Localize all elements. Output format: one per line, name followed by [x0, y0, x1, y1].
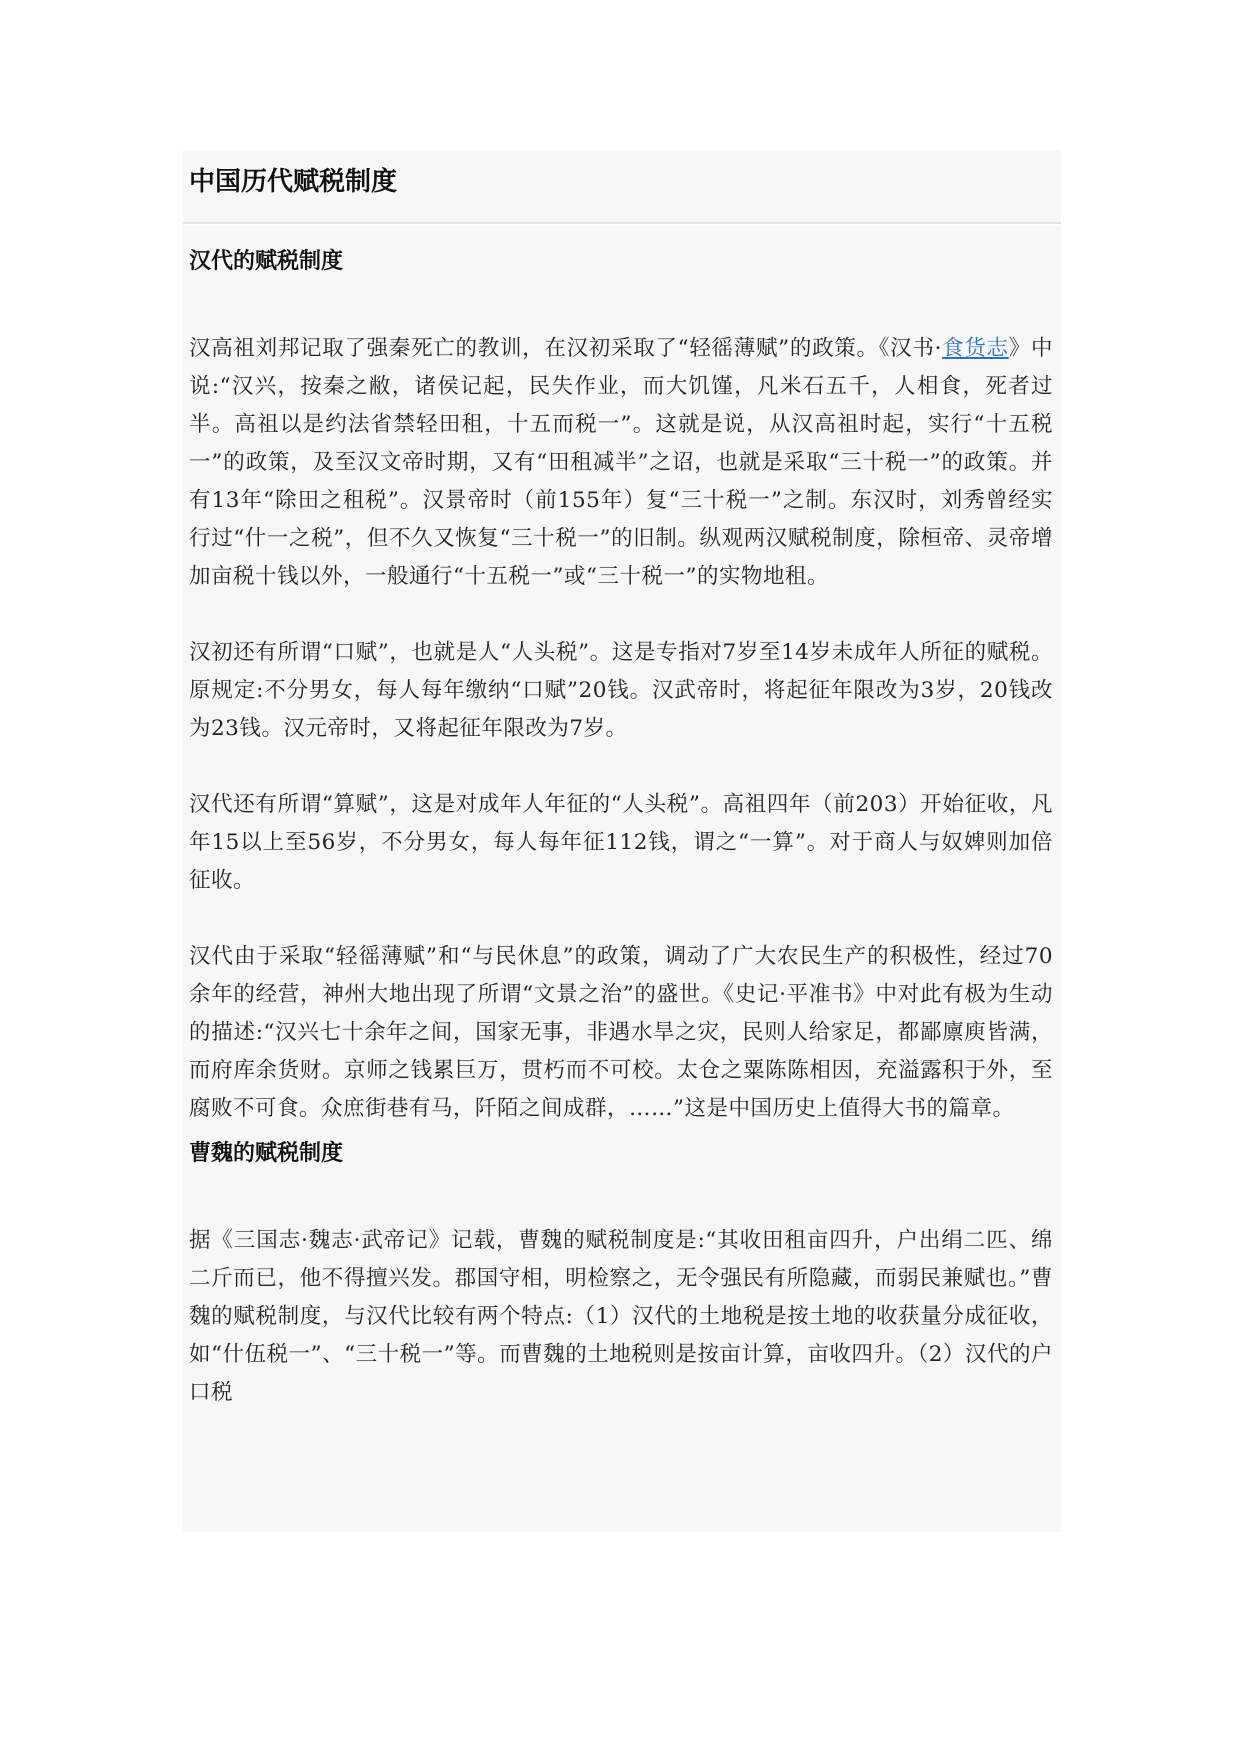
paragraph: 汉代由于采取“轻徭薄赋”和“与民休息”的政策，调动了广大农民生产的积极性，经过70余年的经营，神州大地出现了所谓“文景之治”的盛世。《史记·平准书》中对此有极为生动的描述:“汉兴七十余年之间，国家无事，非遇水旱之灾，民则人给家足，都鄙廪庾皆满，而府库余货财。京师之钱累巨万，贯朽而不可校。太仓之粟陈陈相因，充溢露积于外，至腐败不可食。众庶街巷有马，阡陌之间成群，……”这是中国历史上值得大书的篇章。 — [189, 944, 1053, 1121]
section-han-dynasty — [189, 246, 1053, 1128]
paragraph: 汉代还有所谓“算赋”，这是对成年人年征的“人头税”。高祖四年（前203）开始征收，凡年15以上至56岁，不分男女，每人每年征112钱，谓之“一算”。对于商人与奴婢则加倍征收。 — [189, 792, 1053, 893]
paragraph-text: 汉高祖刘邦记取了强秦死亡的教训，在汉初采取了“轻徭薄赋”的政策。《汉书· — [189, 336, 942, 361]
title-block — [183, 150, 1061, 224]
document-page — [183, 150, 1061, 1532]
paragraph: 汉初还有所谓“口赋”，也就是人“人头税”。这是专指对7岁至14岁未成年人所征的赋税。原规定:不分男女，每人每年缴纳“口赋”20钱。汉武帝时，将起征年限改为3岁，20钱改为23钱。汉元帝时，又将起征年限改为7岁。 — [189, 640, 1053, 741]
page-title: 中国历代赋税制度 — [189, 167, 398, 197]
section-heading: 汉代的赋税制度 — [189, 249, 344, 274]
paragraph: 据《三国志·魏志·武帝记》记载，曹魏的赋税制度是:“其收田租亩四升，户出绢二匹、绵二斤而已，他不得擅兴发。郡国守相，明检察之，无令强民有所隐藏，而弱民兼赋也。”曹魏的赋税制度，与汉代比较有两个特点:（1）汉代的土地税是按土地的收获量分成征收，如“什伍税一”、“三十税一”等。而曹魏的土地税则是按亩计算，亩收四升。（2）汉代的户口税 — [189, 1228, 1053, 1405]
section-heading: 曹魏的赋税制度 — [189, 1141, 344, 1166]
paragraph — [189, 330, 1053, 596]
shihuozhi-link[interactable]: 食货志 — [941, 336, 1009, 361]
article-body — [183, 226, 1061, 1532]
paragraph-text: 》中说:“汉兴，按秦之敝，诸侯记起，民失作业，而大饥馑，凡米石五千，人相食，死者过半。高祖以是约法省禁轻田租，十五而税一”。这就是说，从汉高祖时起，实行“十五税一”的政策，及至汉文帝时期，又有“田租减半”之诏，也就是采取“三十税一”的政策。并有13年“除田之租税”。汉景帝时（前155年）复“三十税一”之制。东汉时，刘秀曾经实行过“什一之税”，但不久又恢复“三十税一”的旧制。纵观两汉赋税制度，除桓帝、灵帝增加亩税十钱以外，一般通行“十五税一”或“三十税一”的实物地租。 — [189, 336, 1053, 589]
section-cao-wei — [189, 1138, 1053, 1412]
